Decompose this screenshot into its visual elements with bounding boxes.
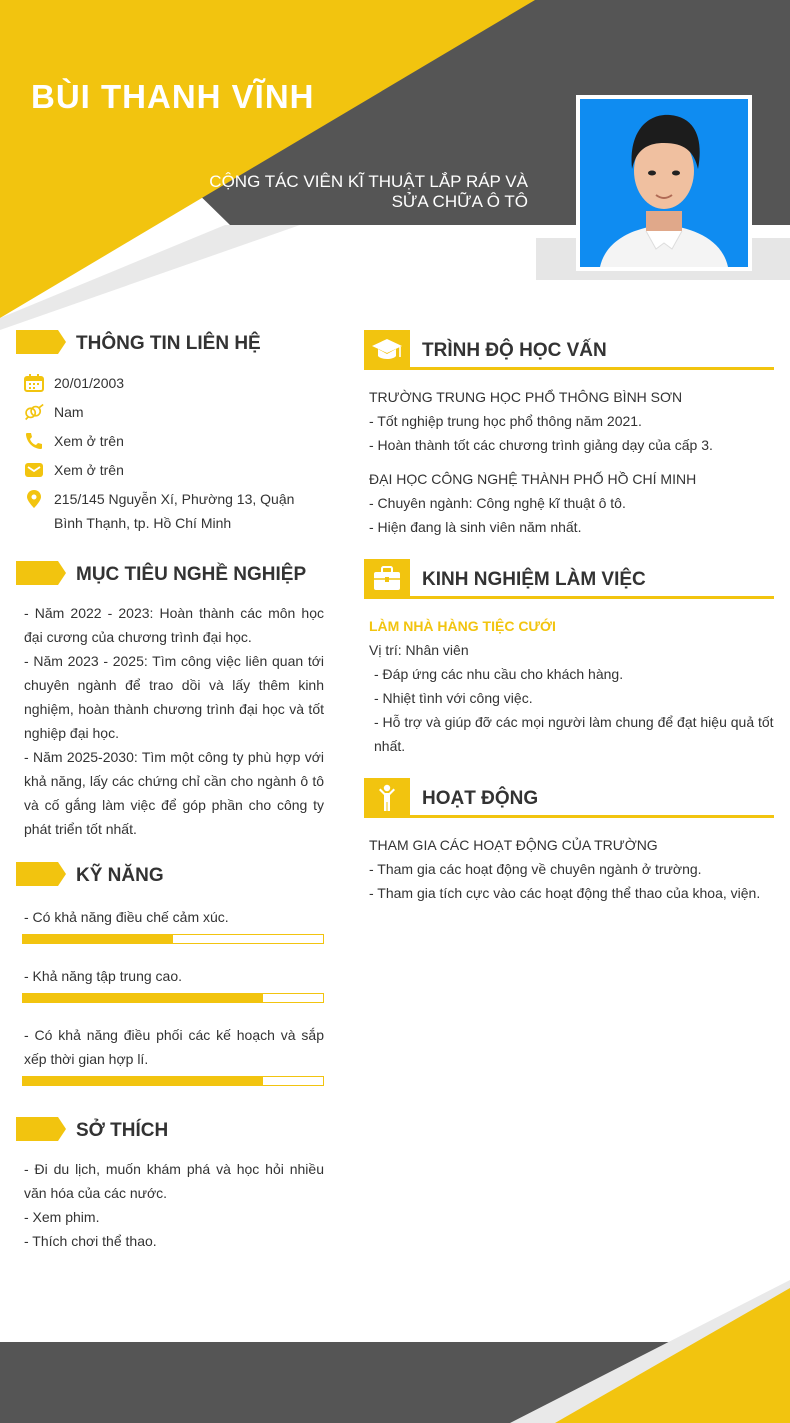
candidate-name: BÙI THANH VĨNH bbox=[31, 78, 315, 115]
map-marker-icon bbox=[24, 490, 44, 508]
section-activities-header bbox=[364, 778, 774, 818]
section-education-header bbox=[364, 330, 774, 370]
skill-item-label: - Có khả năng điều chế cảm xúc. bbox=[24, 909, 229, 925]
activity-item: - Tham gia tích cực vào các hoạt động thể thao của khoa, viện. bbox=[369, 885, 761, 901]
graduation-cap-icon bbox=[371, 337, 403, 363]
hobbies-list bbox=[24, 1157, 324, 1253]
experience-item: - Nhiệt tình với công việc. bbox=[374, 690, 533, 706]
skill-progress-fill bbox=[23, 1077, 263, 1085]
experience-item: - Hỗ trợ và giúp đỡ các mọi người làm chung để đạt hiệu quả tốt nhất. bbox=[374, 714, 774, 754]
objective-item: - Năm 2025-2030: Tìm một công ty phù hợp với khả năng, lấy các chứng chỉ cần cho ngành ô tô và cố gắng làm việc để góp phần cho công ty phát triển tốt nhất. bbox=[24, 749, 324, 837]
skill-progress-bar bbox=[22, 934, 324, 944]
education-content bbox=[369, 385, 779, 539]
person-portrait-icon bbox=[580, 99, 748, 267]
section-tag-shape bbox=[16, 561, 66, 585]
job-name: LÀM NHÀ HÀNG TIỆC CƯỚI bbox=[369, 618, 556, 634]
skill-progress-fill bbox=[23, 935, 173, 943]
email-icon bbox=[24, 461, 44, 479]
skill-progress-fill bbox=[23, 994, 263, 1002]
phone-icon bbox=[24, 432, 44, 450]
profile-photo bbox=[576, 95, 752, 271]
activity-item: - Tham gia các hoạt động về chuyên ngành ở trường. bbox=[369, 861, 702, 877]
section-tag-shape bbox=[16, 330, 66, 354]
footer-background bbox=[0, 1280, 790, 1423]
section-title: KINH NGHIỆM LÀM VIỆC bbox=[422, 569, 646, 590]
education-item: - Hiện đang là sinh viên năm nhất. bbox=[369, 519, 582, 535]
section-title: KỸ NĂNG bbox=[76, 865, 164, 886]
person-activity-icon bbox=[376, 784, 398, 812]
experience-item: - Đáp ứng các nhu cầu cho khách hàng. bbox=[374, 666, 624, 682]
gender-icon bbox=[24, 403, 44, 421]
activity-heading: THAM GIA CÁC HOẠT ĐỘNG CỦA TRƯỜNG bbox=[369, 837, 658, 853]
skill-item-label: - Có khả năng điều phối các kế hoạch và sắp xếp thời gian hợp lí. bbox=[24, 1027, 324, 1067]
job-title: CỘNG TÁC VIÊN KĨ THUẬT LẮP RÁP VÀ SỬA CHỮA Ô TÔ bbox=[209, 172, 528, 211]
school-name: ĐẠI HỌC CÔNG NGHỆ THÀNH PHỐ HỒ CHÍ MINH bbox=[369, 471, 697, 487]
experience-content bbox=[369, 614, 774, 758]
objective-item: - Năm 2023 - 2025: Tìm công việc liên quan tới chuyên ngành để trao dồi và lấy thêm kinh nghiệm, hoàn thành chương trình đại học và tốt nghiệp đại học. bbox=[24, 653, 324, 741]
education-item: - Hoàn thành tốt các chương trình giảng dạy của cấp 3. bbox=[369, 437, 713, 453]
section-tag-shape bbox=[16, 1117, 66, 1141]
education-item: - Chuyên ngành: Công nghệ kĩ thuật ô tô. bbox=[369, 495, 626, 511]
section-title: MỤC TIÊU NGHỀ NGHIỆP bbox=[76, 564, 307, 585]
hobby-item: - Thích chơi thể thao. bbox=[24, 1233, 157, 1249]
section-contact-header bbox=[16, 330, 326, 370]
section-title: TRÌNH ĐỘ HỌC VẤN bbox=[422, 340, 607, 361]
skill-progress-bar bbox=[22, 993, 324, 1003]
education-item: - Tốt nghiệp trung học phổ thông năm 2021. bbox=[369, 413, 642, 429]
calendar-icon bbox=[24, 374, 44, 392]
section-title: THÔNG TIN LIÊN HỆ bbox=[76, 333, 261, 354]
skill-progress-bar bbox=[22, 1076, 324, 1086]
section-skills-header bbox=[16, 862, 326, 902]
job-position: Vị trí: Nhân viên bbox=[369, 642, 469, 658]
resume-page: BÙI THANH VĨNH CỘNG TÁC VIÊN KĨ THUẬT LẮP RÁP VÀ SỬA CHỮA Ô TÔ THÔNG TIN LIÊN HỆ 20/01/2003 Nam Xem ở trên Xem ở trên 215/145 Nguyễn Xí, Phường 13, Quận Bình Thạnh, tp. Hồ Chí Minh MỤC TIÊU NGHỀ NGHIỆP - Năm 2022 - 2023: Hoàn thành các môn học đại cương của chương trình đại học. - Năm 2023 - 2025: Tìm công việc liên quan tới chuyên ngành để trao dồi và lấy thêm kinh nghiệm, hoàn thành chương trình đại học và tốt nghiệp đại học. - Năm 2025-2030: Tìm một công ty phù hợp với khả năng, lấy các chứng chỉ cần cho ngành ô tô và cố gắng làm việc để góp phần cho công ty phát triển tốt nhất. KỸ NĂNG - Có khả năng điều chế cảm xúc. - Khả năng tập trung cao. - Có khả năng điều phối các kế hoạch và sắp xếp thời gian hợp lí. SỞ THÍCH - Đi du lịch, muốn khám phá và học hỏi nhiều văn hóa của các nước. - Xem phim. - Thích chơi thể thao. TRÌNH ĐỘ HỌC VẤN TRƯỜNG TRUNG HỌC PHỔ THÔNG BÌNH SƠN - Tốt nghiệp trung học phổ thông năm 2021. - Hoàn thành tốt các chương trình giảng dạy của cấp 3. ĐẠI HỌC CÔNG NGHỆ THÀNH PHỐ HỒ CHÍ MINH - Chuyên ngành: Công nghệ kĩ thuật ô tô. - Hiện đang là sinh viên năm nhất. KINH NGHIỆM LÀM VIỆC LÀM NHÀ HÀNG TIỆC CƯỚI Vị trí: Nhân viên - Đáp ứng các nhu cầu cho khách hàng. - Nhiệt tình với công việc. - Hỗ trợ và giúp đỡ các mọi người làm chung để đạt hiệu quả tốt nhất. HOẠT ĐỘNG THAM GIA CÁC HOẠT ĐỘNG CỦA TRƯỜNG - Tham gia các hoạt động về chuyên ngành ở trường. - Tham gia tích cực vào các hoạt động thể thao của khoa, viện. bbox=[0, 0, 790, 1423]
section-tag-shape bbox=[16, 862, 66, 886]
hobby-item: - Xem phim. bbox=[24, 1209, 100, 1225]
section-objective-header bbox=[16, 561, 326, 601]
skill-item-label: - Khả năng tập trung cao. bbox=[24, 968, 182, 984]
hobby-item: - Đi du lịch, muốn khám phá và học hỏi nhiều văn hóa của các nước. bbox=[24, 1161, 324, 1201]
section-title: HOẠT ĐỘNG bbox=[422, 788, 539, 809]
section-experience-header bbox=[364, 559, 774, 599]
objective-list bbox=[24, 601, 324, 841]
section-title: SỞ THÍCH bbox=[76, 1120, 169, 1141]
section-hobbies-header bbox=[16, 1117, 326, 1157]
briefcase-icon bbox=[373, 566, 401, 592]
school-name: TRƯỜNG TRUNG HỌC PHỔ THÔNG BÌNH SƠN bbox=[369, 389, 683, 405]
activities-content bbox=[369, 833, 774, 905]
objective-item: - Năm 2022 - 2023: Hoàn thành các môn học đại cương của chương trình đại học. bbox=[24, 605, 324, 645]
